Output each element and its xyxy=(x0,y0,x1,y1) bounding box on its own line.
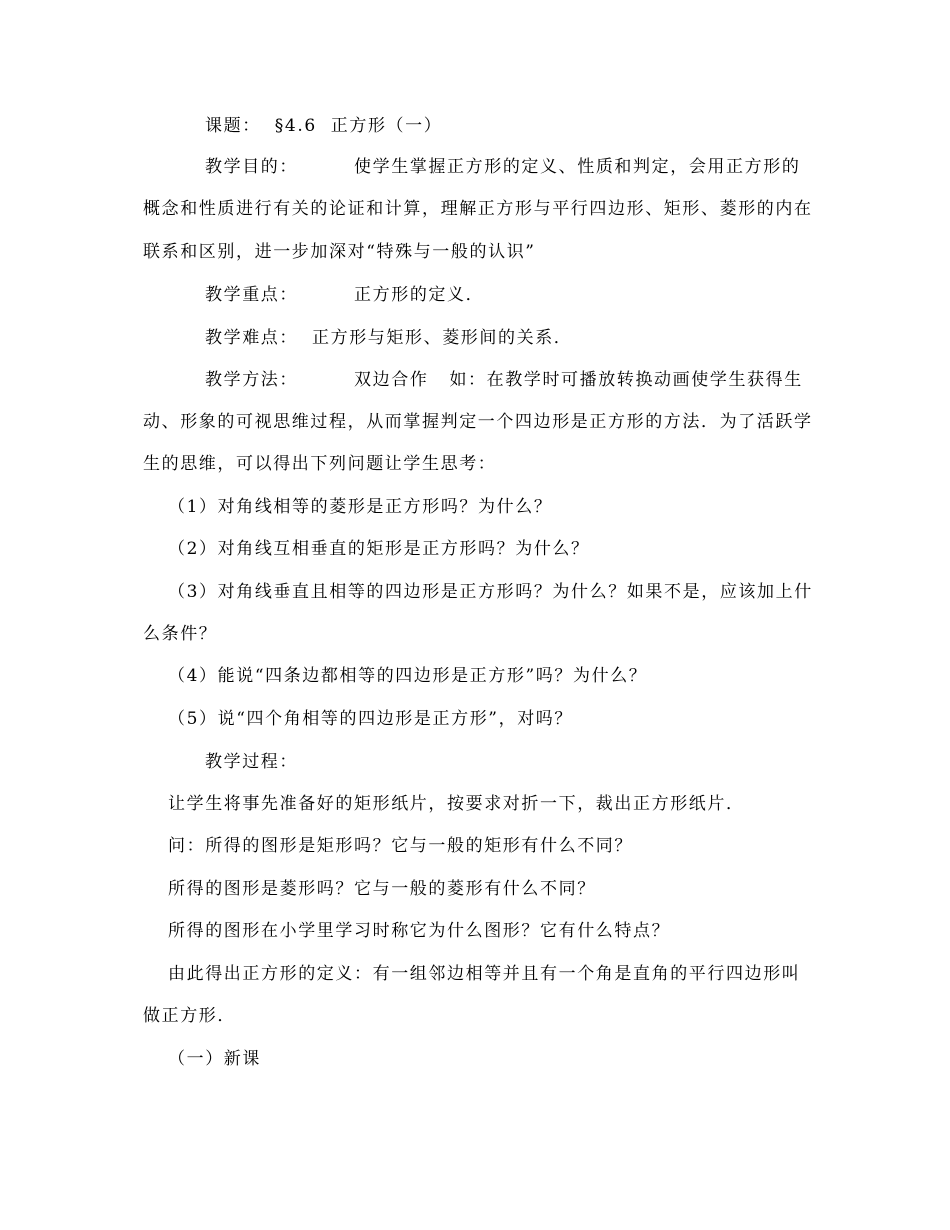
question-1: （1）对角线相等的菱形是正方形吗？为什么？ xyxy=(168,497,553,517)
method-line-3: 生的思维，可以得出下列问题让学生思考： xyxy=(143,454,497,474)
question-5: （5）说“四个角相等的四边形是正方形”，对吗？ xyxy=(168,709,573,729)
difficulty: 教学难点： 正方形与矩形、菱形间的关系． xyxy=(205,328,573,348)
method-line-1: 教学方法： 双边合作 如：在教学时可播放转换动画使学生获得生 xyxy=(205,370,803,390)
process-paragraph-4: 所得的图形在小学里学习时称它为什么图形？它有什么特点？ xyxy=(168,921,671,941)
question-4: （4）能说“四条边都相等的四边形是正方形”吗？为什么？ xyxy=(168,666,648,686)
definition-line-2: 做正方形． xyxy=(143,1006,236,1026)
question-3-line-2: 么条件？ xyxy=(143,624,218,644)
key-point: 教学重点： 正方形的定义． xyxy=(205,285,485,305)
objective-line-1: 教学目的： 使学生掌握正方形的定义、性质和判定，会用正方形的 xyxy=(205,157,801,177)
definition-line-1: 由此得出正方形的定义：有一组邻边相等并且有一个角是直角的平行四边形叫 xyxy=(168,964,801,984)
process-paragraph-2: 问：所得的图形是矩形吗？它与一般的矩形有什么不同？ xyxy=(168,836,633,856)
question-3-line-1: （3）对角线垂直且相等的四边形是正方形吗？为什么？如果不是，应该加上什 xyxy=(168,582,813,602)
lesson-title: 课题： §4.6 正方形（一） xyxy=(205,116,443,136)
method-line-2: 动、形象的可视思维过程，从而掌握判定一个四边形是正方形的方法．为了活跃学 xyxy=(143,412,813,432)
objective-line-3: 联系和区别，进一步加深对“特殊与一般的认识” xyxy=(143,242,536,262)
section-heading: （一）新课 xyxy=(168,1049,261,1069)
objective-line-2: 概念和性质进行有关的论证和计算，理解正方形与平行四边形、矩形、菱形的内在 xyxy=(143,199,813,219)
process-paragraph-1: 让学生将事先准备好的矩形纸片，按要求对折一下，裁出正方形纸片． xyxy=(168,794,745,814)
process-paragraph-3: 所得的图形是菱形吗？它与一般的菱形有什么不同？ xyxy=(168,879,596,899)
process-heading: 教学过程： xyxy=(205,752,298,772)
question-2: （2）对角线互相垂直的矩形是正方形吗？为什么？ xyxy=(168,539,590,559)
